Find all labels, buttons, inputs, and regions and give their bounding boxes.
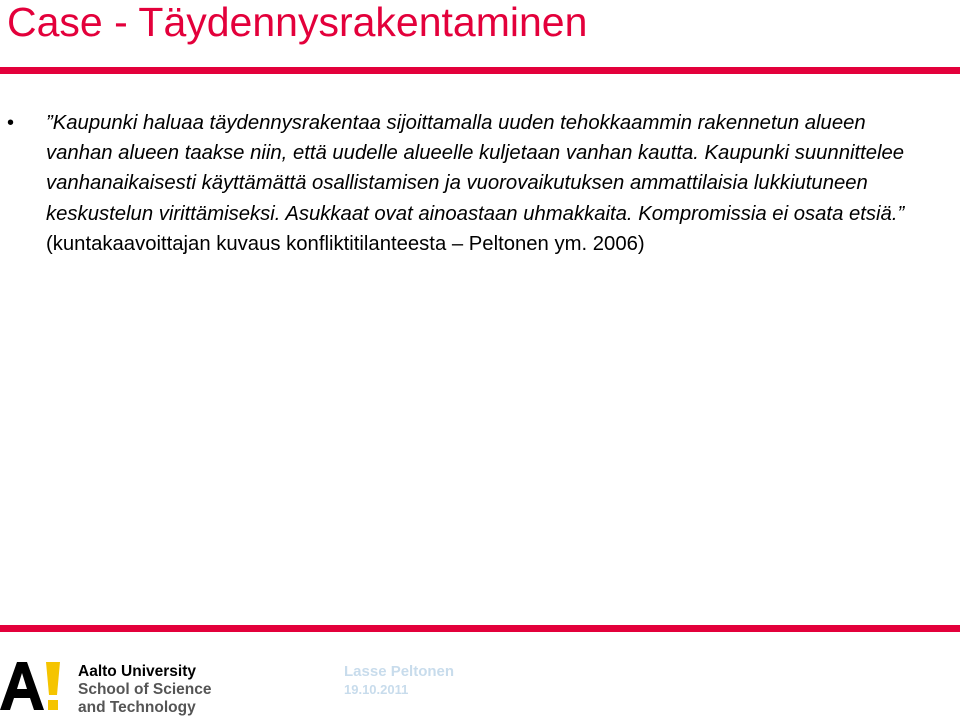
title-divider — [0, 67, 960, 74]
slide-title: Case - Täydennysrakentaminen — [7, 0, 588, 45]
footer-author: Lasse Peltonen — [344, 663, 455, 680]
logo-exclamation-bar — [46, 662, 60, 695]
quote-text: ”Kaupunki haluaa täydennysrakentaa sijoittamalla uuden tehokkaammin rakennetun alueen vanhan alueen taakse niin, että uudelle alueelle kuljetaan vanhan kautta. Kaupunki suunnittelee vanhanaikaisesti käyttämättä osallistamisen ja vuorovaikutuksen ammattilaisia lukkiutuneen keskustelun virittämiseksi. Asukkaat ovat ainoastaan uhmakkaita. Kompromissia ei osata etsiä.” — [46, 112, 905, 225]
citation-text: (kuntakaavoittajan kuvaus konfliktitilanteesta – Peltonen ym. 2006) — [46, 232, 645, 255]
org-school: School of Science — [78, 681, 212, 698]
logo-exclamation-dot — [48, 700, 58, 710]
aalto-logo-icon — [0, 660, 66, 712]
bullet-dot: • — [7, 112, 15, 134]
footer-organization — [78, 663, 212, 717]
footer-date: 19.10.2011 — [344, 682, 409, 697]
bullet-list — [0, 108, 960, 259]
org-name: Aalto University — [78, 663, 197, 680]
footer-divider — [0, 625, 960, 632]
org-school-cont: and Technology — [78, 699, 196, 716]
bullet-item-quote — [0, 108, 960, 259]
